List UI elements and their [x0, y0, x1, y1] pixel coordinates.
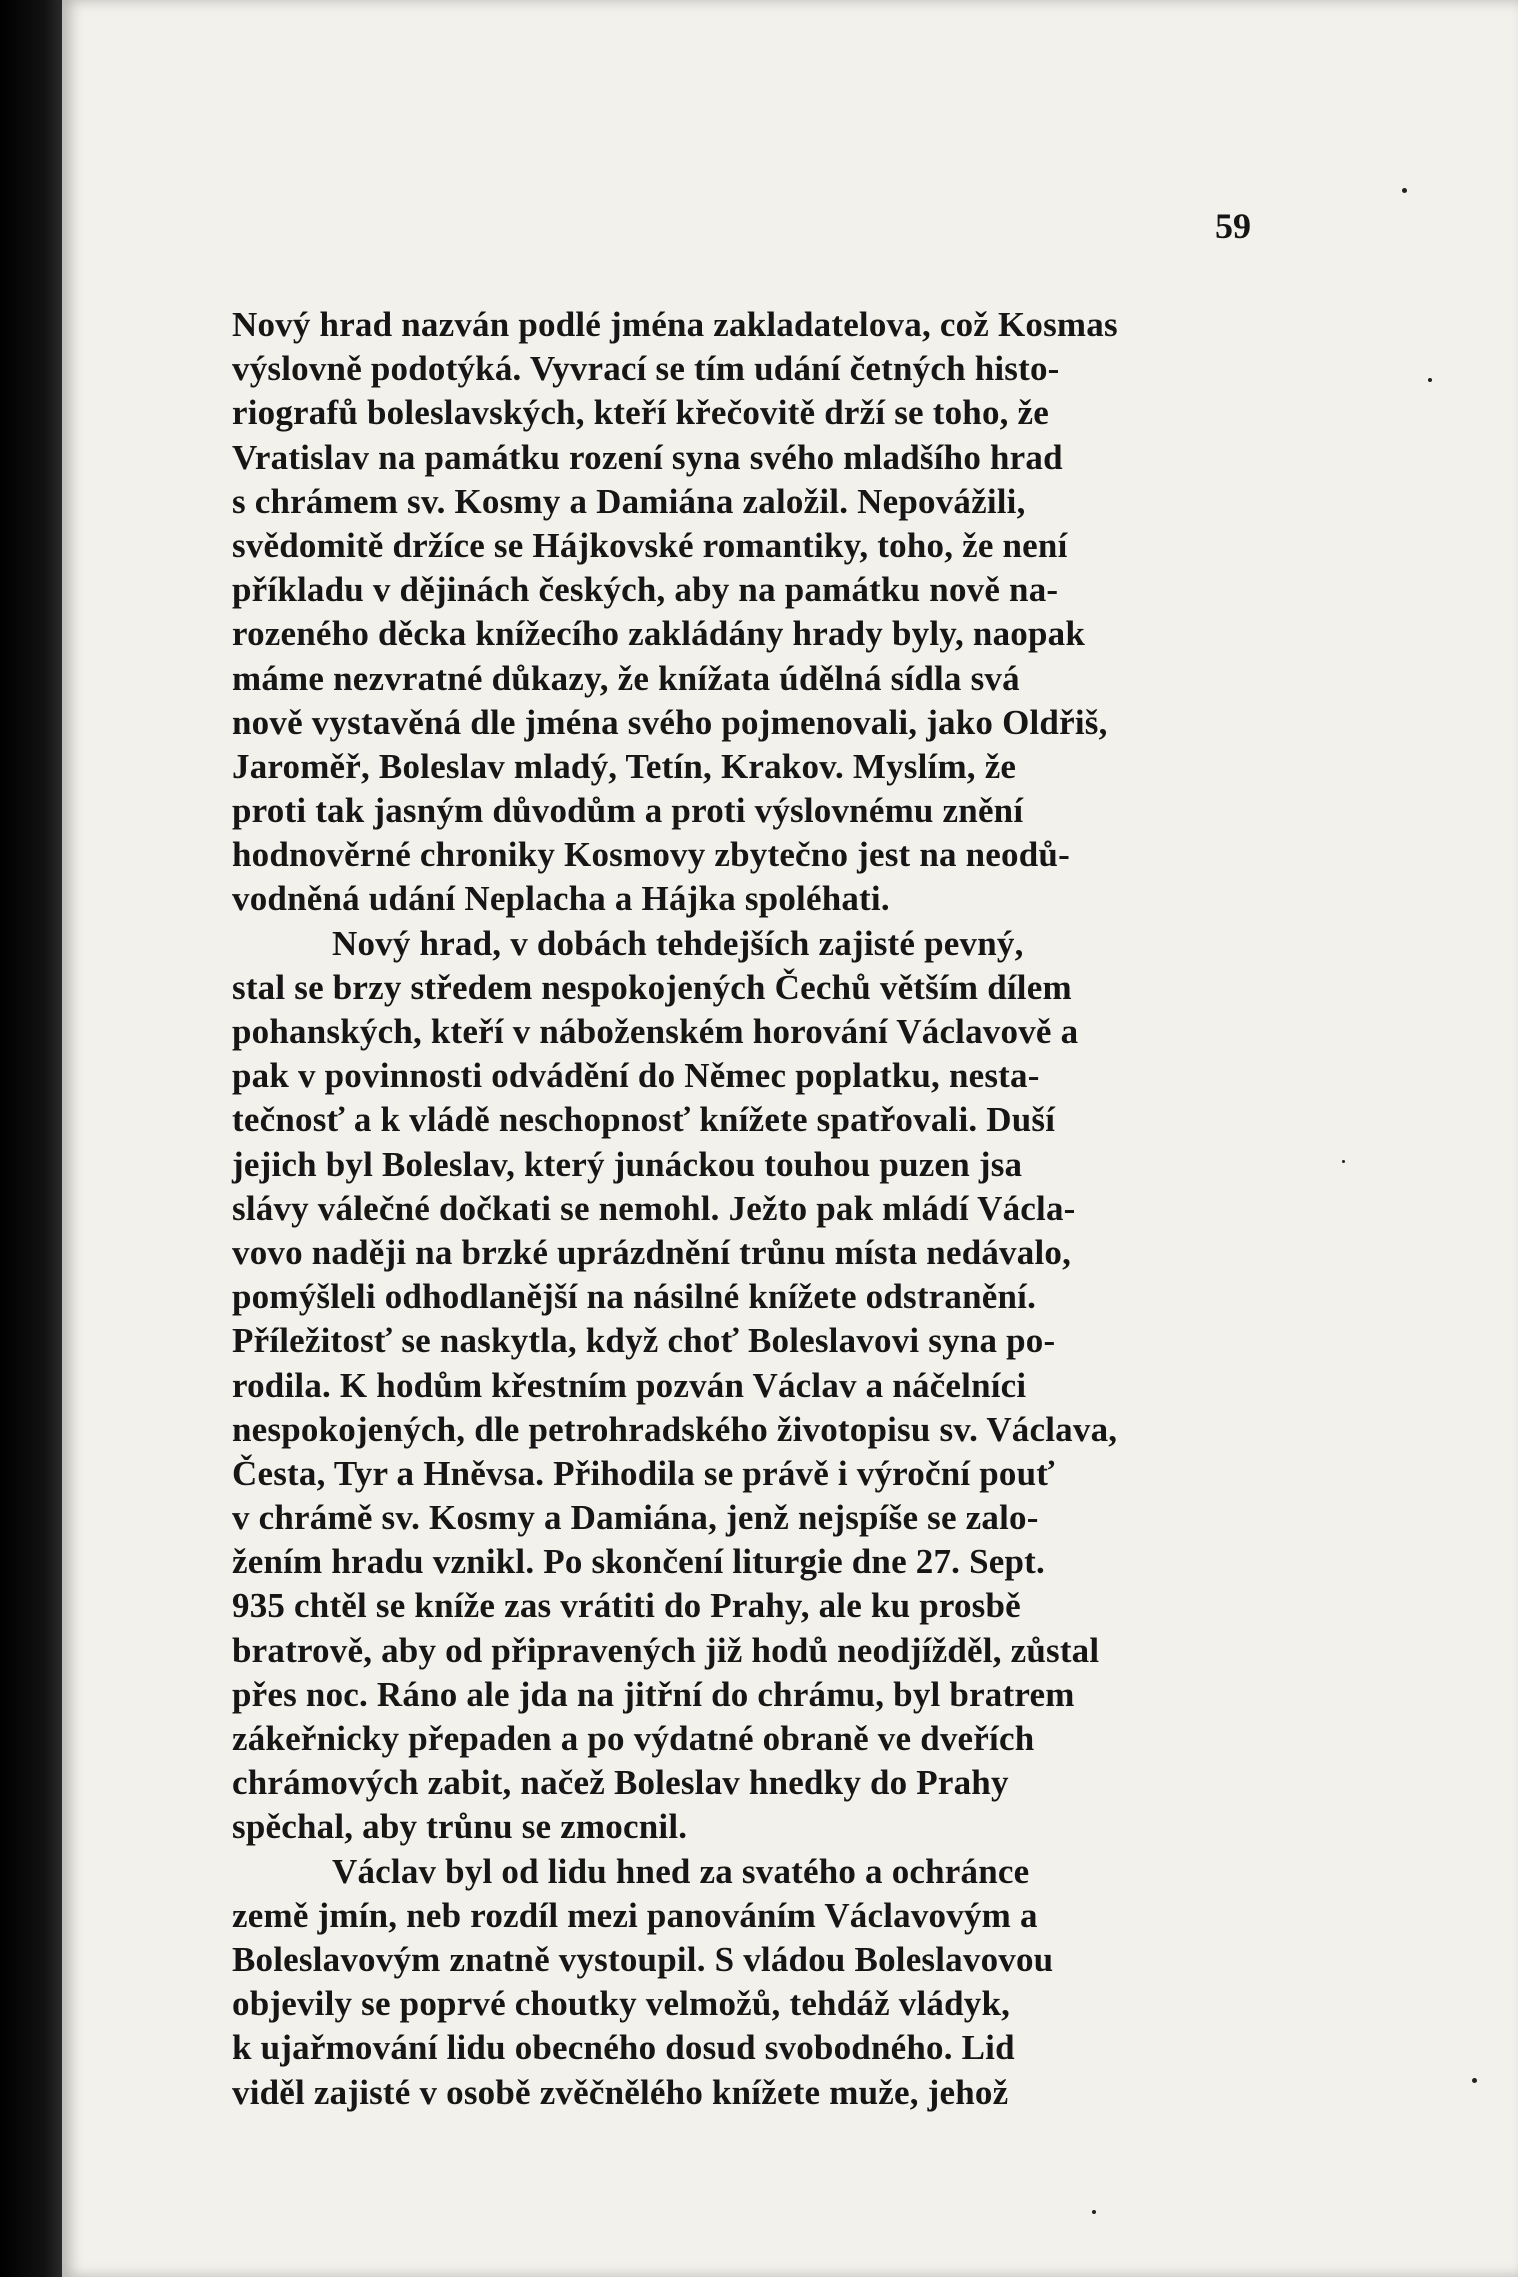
text-line: výslovně podotýká. Vyvrací se tím udání četných histo- [232, 349, 1060, 389]
text-line: země jmín, neb rozdíl mezi panováním Václavovým a [232, 1895, 1038, 1935]
text-line: máme nezvratné důkazy, že knížata údělná sídla svá [232, 658, 1020, 698]
text-line: Jaroměř, Boleslav mladý, Tetín, Krakov. Myslím, že [232, 746, 1017, 786]
text-line: Nový hrad, v dobách tehdejších zajisté pevný, [332, 923, 1024, 963]
page-number: 59 [1215, 206, 1251, 246]
text-line: chrámových zabit, načež Boleslav hnedky do Prahy [232, 1763, 1009, 1803]
text-line: pohanských, kteří v náboženském horování Václavově a [232, 1012, 1079, 1051]
text-line: objevily se poprvé choutky velmožů, tehdáž vládyk, [232, 1984, 1011, 2024]
text-line: žením hradu vznikl. Po skončení liturgie dne 27. Sept. [232, 1542, 1045, 1582]
text-line: bratrově, aby od připravených již hodů neodjížděl, zůstal [232, 1630, 1100, 1670]
paper-speck [1472, 2078, 1477, 2083]
text-line: pak v povinnosti odvádění do Němec poplatku, nesta- [232, 1056, 1040, 1096]
text-line: nově vystavěná dle jména svého pojmenovali, jako Oldřiš, [232, 702, 1108, 742]
text-line: rodila. K hodům křestním pozván Václav a náčelníci [232, 1365, 1027, 1405]
text-line: svědomitě držíce se Hájkovské romantiky, toho, že není [232, 525, 1068, 565]
text-line: hodnověrné chroniky Kosmovy zbytečno jest na neodů- [232, 835, 1070, 875]
text-line: s chrámem sv. Kosmy a Damiána založil. Nepovážili, [232, 481, 1026, 521]
paper-speck [1342, 1160, 1345, 1163]
text-line: rozeného děcka knížecího zakládány hrady byly, naopak [232, 614, 1086, 654]
body-text [232, 303, 1255, 2115]
text-line: k ujařmování lidu obecného dosud svobodného. Lid [232, 2028, 1015, 2068]
text-line: Česta, Tyr a Hněvsa. Přihodila se právě i výroční pouť [232, 1453, 1055, 1493]
paper-speck [1092, 2210, 1096, 2214]
text-line: Příležitosť se naskytla, když choť Boleslavovi syna po- [232, 1321, 1056, 1361]
text-line: v chrámě sv. Kosmy a Damiána, jenž nejspíše se zalo- [232, 1498, 1039, 1538]
text-line: slávy válečné dočkati se nemohl. Ježto pak mládí Václa- [232, 1188, 1076, 1228]
text-line: nespokojených, dle petrohradského životopisu sv. Václava, [232, 1409, 1118, 1449]
paper-speck [1402, 188, 1407, 193]
text-line: pomýšleli odhodlanější na násilné knížete odstranění. [232, 1277, 1037, 1317]
text-line: 935 chtěl se kníže zas vrátiti do Prahy, ale ku prosbě [232, 1586, 1021, 1626]
text-line: riografů boleslavských, kteří křečovitě drží se toho, že [232, 393, 1050, 433]
page-gutter-shadow [0, 0, 62, 2277]
text-line: zákeřnicky přepaden a po výdatné obraně ve dveřích [232, 1719, 1035, 1758]
text-line: Nový hrad nazván podlé jména zakladatelova, což Kosmas [232, 305, 1118, 344]
text-line: Václav byl od lidu hned za svatého a ochránce [332, 1851, 1030, 1891]
text-line: příkladu v dějinách českých, aby na památku nově na- [232, 570, 1059, 610]
text-line: jejich byl Boleslav, který junáckou touhou puzen jsa [232, 1144, 1023, 1184]
text-line: proti tak jasným důvodům a proti výslovnému znění [232, 791, 1024, 831]
text-line: stal se brzy středem nespokojených Čechů větším dílem [232, 967, 1072, 1007]
text-line: spěchal, aby trůnu se zmocnil. [232, 1807, 688, 1847]
text-line: viděl zajisté v osobě zvěčnělého knížete muže, jehož [232, 2072, 1009, 2112]
text-line: tečnosť a k vládě neschopnosť knížete spatřovali. Duší [232, 1100, 1056, 1140]
text-line: Boleslavovým znatně vystoupil. S vládou Boleslavovou [232, 1939, 1054, 1979]
text-line: vodněná udání Neplacha a Hájka spoléhati. [232, 879, 890, 919]
paper-speck [1428, 378, 1432, 382]
text-line: přes noc. Ráno ale jda na jitřní do chrámu, byl bratrem [232, 1674, 1075, 1714]
text-line: Vratislav na památku rození syna svého mladšího hrad [232, 437, 1063, 477]
text-line: vovo naději na brzké uprázdnění trůnu místa nedávalo, [232, 1232, 1072, 1272]
